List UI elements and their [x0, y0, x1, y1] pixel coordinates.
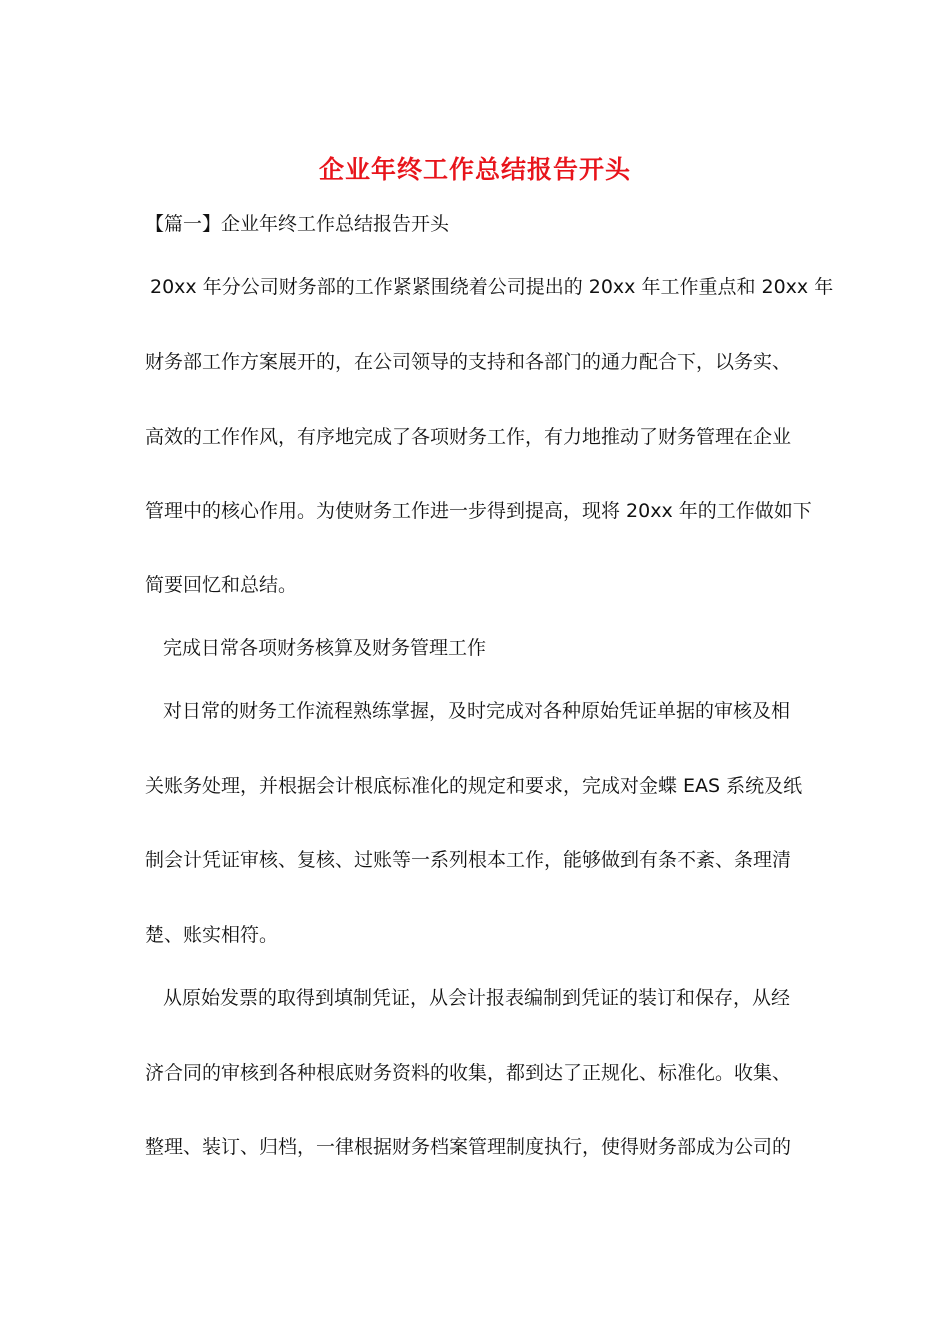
document-title: 企业年终工作总结报告开头	[318, 155, 631, 184]
paragraph-line: 高效的工作作风，有序地完成了各项财务工作，有力地推动了财务管理在企业	[145, 426, 792, 448]
paragraph-line: 整理、装订、归档，一律根据财务档案管理制度执行，使得财务部成为公司的	[145, 1136, 792, 1158]
paragraph-line: 20xx 年分公司财务部的工作紧紧围绕着公司提出的 20xx 年工作重点和 20xx 年	[150, 276, 834, 298]
paragraph-line: 财务部工作方案展开的，在公司领导的支持和各部门的通力配合下，以务实、	[145, 351, 792, 373]
paragraph-line: 楚、账实相符。	[145, 924, 279, 946]
paragraph-line: 简要回忆和总结。	[145, 574, 298, 596]
section-heading: 【篇一】企业年终工作总结报告开头	[145, 213, 450, 235]
paragraph-line: 制会计凭证审核、复核、过账等一系列根本工作，能够做到有条不紊、条理清	[145, 849, 792, 871]
paragraph-line: 关账务处理，并根据会计根底标准化的规定和要求，完成对金蝶 EAS 系统及纸	[145, 775, 803, 797]
paragraph-line: 从原始发票的取得到填制凭证，从会计报表编制到凭证的装订和保存，从经	[163, 987, 791, 1009]
paragraph-line: 管理中的核心作用。为使财务工作进一步得到提高，现将 20xx 年的工作做如下	[145, 500, 812, 522]
paragraph-line: 对日常的财务工作流程熟练掌握，及时完成对各种原始凭证单据的审核及相	[163, 700, 791, 722]
paragraph-line: 济合同的审核到各种根底财务资料的收集，都到达了正规化、标准化。收集、	[145, 1062, 792, 1084]
subheading: 完成日常各项财务核算及财务管理工作	[163, 637, 487, 659]
